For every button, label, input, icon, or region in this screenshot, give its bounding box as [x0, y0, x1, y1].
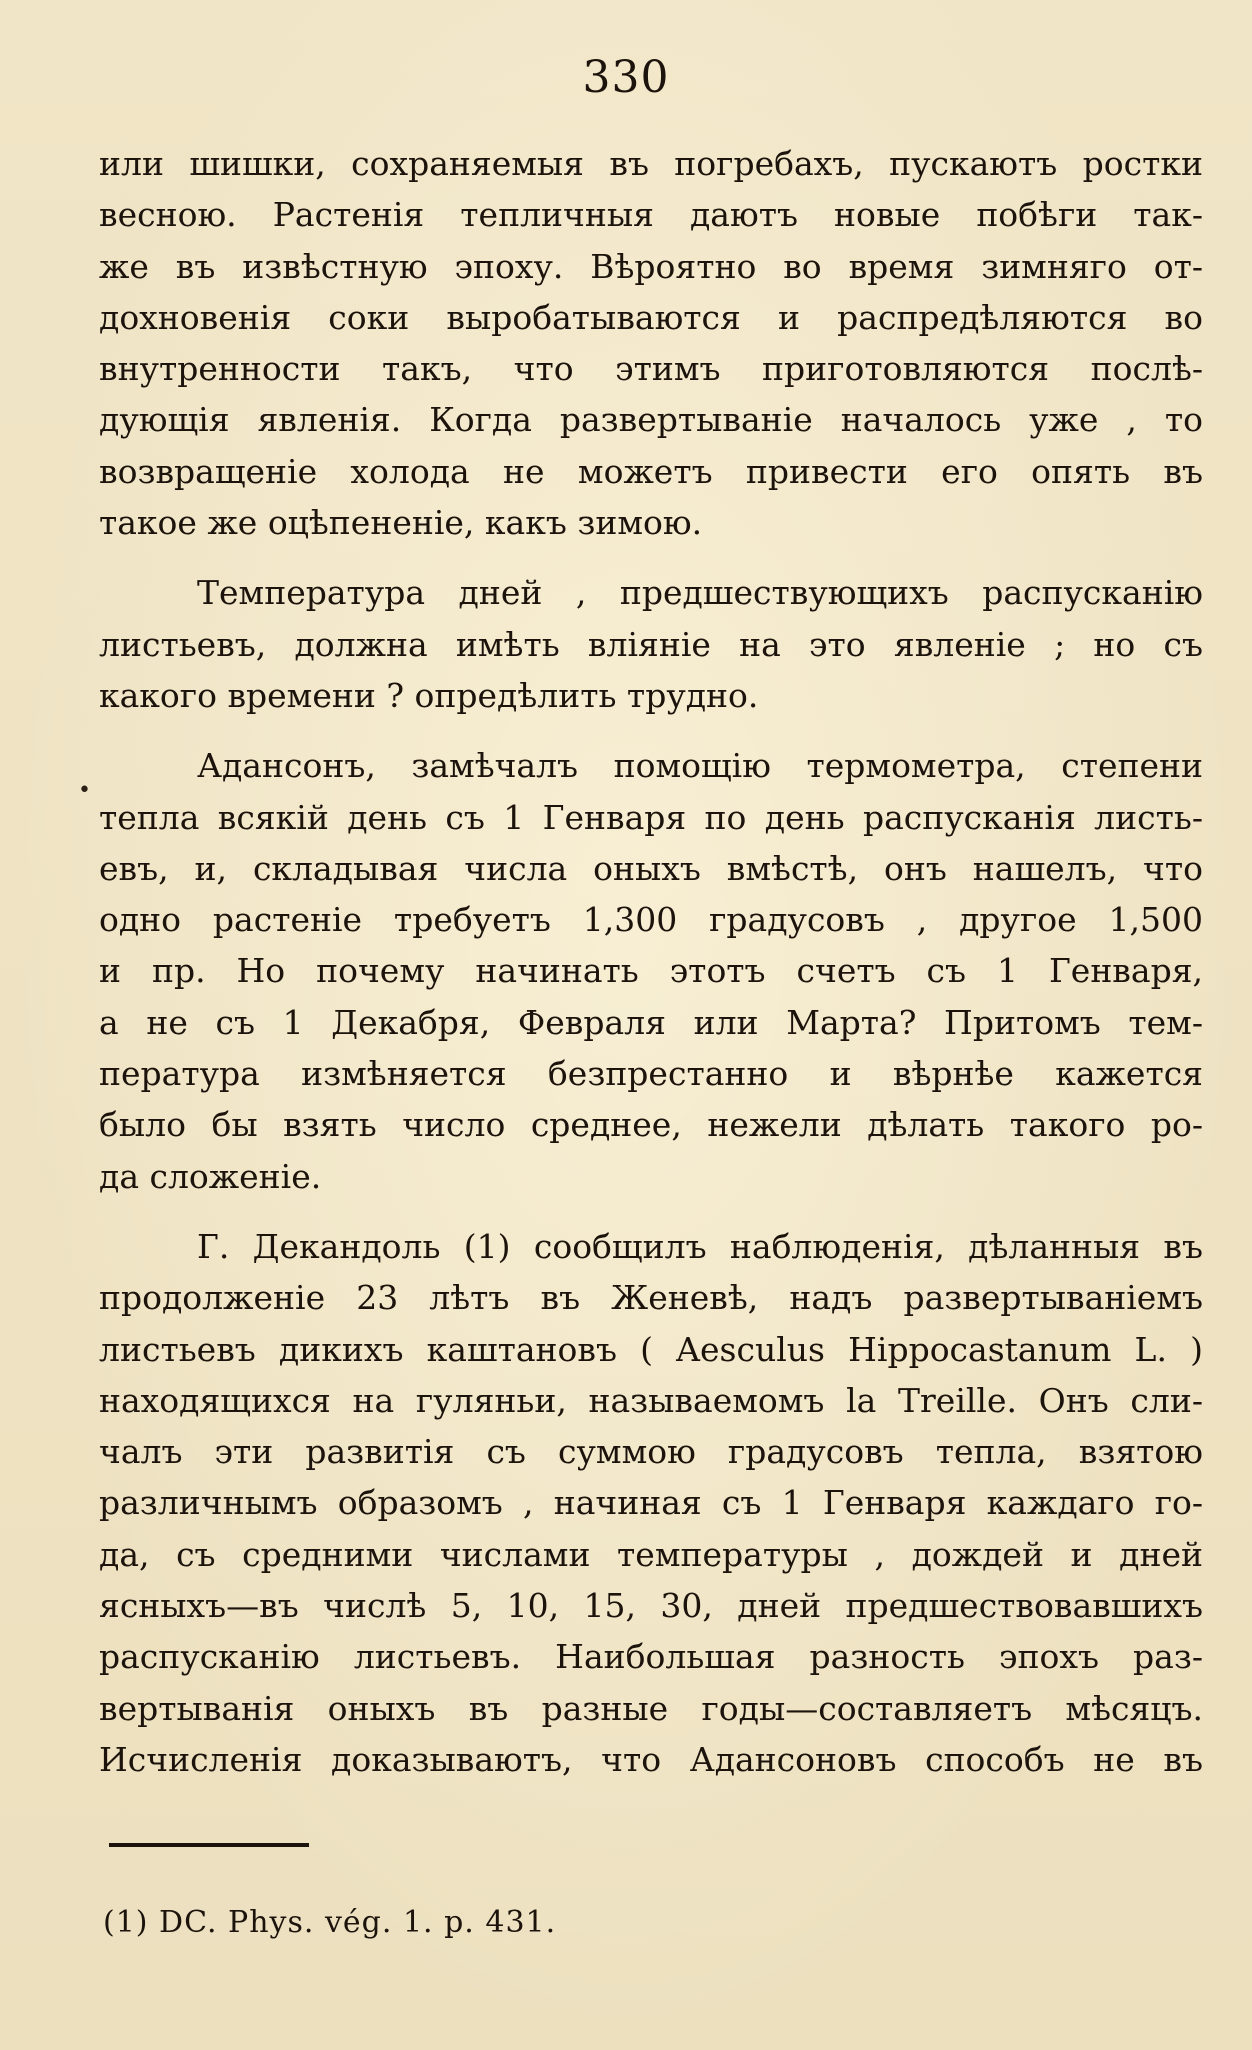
page-number: 330 [582, 52, 670, 103]
text-line: Г. Декандоль (1) сообщилъ наблюденія, дѣланныя въ [197, 1226, 1203, 1266]
paragraph-2 [99, 567, 1203, 721]
paragraph-3 [99, 740, 1203, 1202]
text-line: да, съ средними числами температуры , дождей и дней [99, 1534, 1203, 1574]
text-line: же въ извѣстную эпоху. Вѣроятно во время зимняго от- [99, 246, 1203, 286]
text-line: ясныхъ—въ числѣ 5, 10, 15, 30, дней предшествовавшихъ [99, 1586, 1203, 1626]
footnote: (1) DC. Phys. vég. 1. p. 431. [103, 1905, 557, 1940]
text-line: дохновенія соки выробатываются и распредѣляются во [99, 297, 1203, 337]
text-line: пература измѣняется безпрестанно и вѣрнѣе кажется [99, 1054, 1203, 1094]
paragraph-4 [99, 1221, 1203, 1785]
text-line: а не съ 1 Декабря, Февраля или Марта? Притомъ тем- [99, 1002, 1203, 1042]
text-line: вертыванія оныхъ въ разные годы—составляетъ мѣсяцъ. [99, 1688, 1203, 1728]
text-line: такое же оцѣпененіе, какъ зимою. [99, 503, 703, 543]
text-line: и пр. Но почему начинать этотъ счетъ съ 1 Генваря, [99, 951, 1203, 991]
text-line: было бы взять число среднее, нежели дѣлать такого ро- [99, 1105, 1203, 1145]
text-line: какого времени ? опредѣлить трудно. [99, 675, 759, 715]
text-line: листьевъ, должна имѣть вліяніе на это явленіе ; но съ [99, 624, 1203, 664]
paragraph-1 [99, 138, 1203, 548]
text-line: дующія явленія. Когда развертываніе началось уже , то [99, 400, 1203, 440]
text-line: или шишки, сохраняемыя въ погребахъ, пускаютъ ростки [99, 144, 1203, 183]
print-speck-icon: • [78, 778, 91, 803]
text-line: различнымъ образомъ , начиная съ 1 Генваря каждаго го- [99, 1483, 1203, 1523]
text-line: одно растеніе требуетъ 1,300 градусовъ , другое 1,500 [99, 900, 1203, 940]
body-text [99, 138, 1203, 1785]
text-line: чалъ эти развитія съ суммою градусовъ тепла, взятою [99, 1432, 1203, 1472]
text-line: Адансонъ, замѣчалъ помощію термометра, степени [197, 746, 1203, 786]
text-line: евъ, и, складывая числа оныхъ вмѣстѣ, онъ нашелъ, что [99, 848, 1203, 888]
text-line: продолженіе 23 лѣтъ въ Женевѣ, надъ развертываніемъ [99, 1278, 1203, 1318]
text-line: находящихся на гуляньи, называемомъ la Treille. Онъ сли- [99, 1380, 1203, 1420]
text-line: Исчисленія доказываютъ, что Адансоновъ способъ не въ [99, 1739, 1203, 1779]
text-line: листьевъ дикихъ каштановъ ( Aesculus Hippocastanum L. ) [99, 1329, 1203, 1369]
footnote-divider [109, 1843, 309, 1847]
text-line: Температура дней , предшествующихъ распусканію [197, 573, 1203, 613]
text-line: распусканію листьевъ. Наибольшая разность эпохъ раз- [99, 1637, 1203, 1677]
text-line: тепла всякій день съ 1 Генваря по день распусканія листь- [99, 797, 1203, 837]
text-line: внутренности такъ, что этимъ приготовляются послѣ- [99, 349, 1203, 389]
text-line: весною. Растенія тепличныя даютъ новые побѣги так- [99, 195, 1203, 235]
text-line: возвращеніе холода не можетъ привести его опять въ [99, 451, 1203, 491]
text-line: да сложеніе. [99, 1156, 322, 1196]
